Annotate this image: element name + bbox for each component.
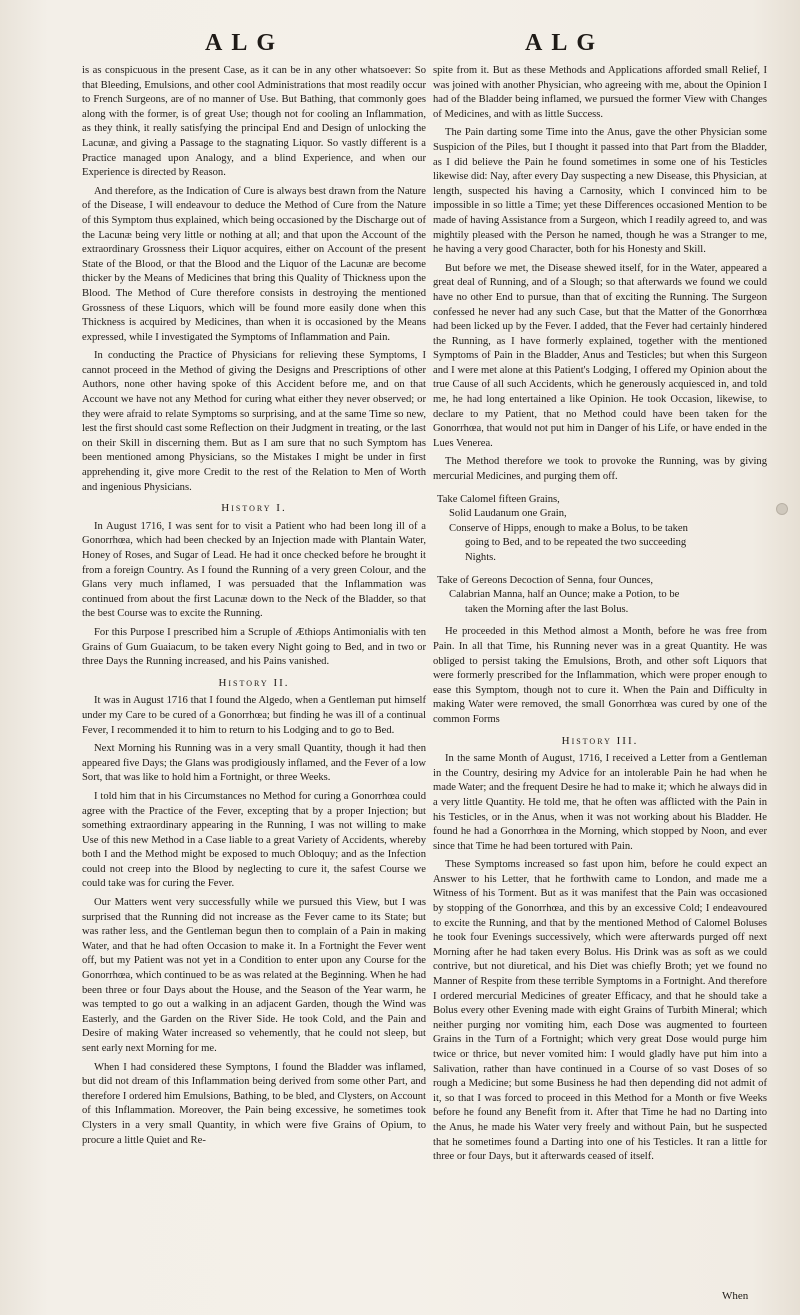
prescription-block (433, 493, 767, 618)
paragraph: Our Matters went very successfully while we pursued this View, but I was surprised that the Running did not increase as the Fever came to its State; but was rather less, and the Gentleman begun then to complain of a Pain in making Water, and that he had often Occasion to make it. In a Fortnight the Fever went off, but my Patient was not yet in a Condition to enter upon any Course for the Gonorrhœa, which continued to be as was related at the Beginning. When he had been three or four Days about the House, and the Season of the Year warm, he was tempted to go out a walking in an adjacent Garden, though the Wind was Easterly, and the Garden on the River Side. He took Cold, and the Pain and Desire of making Water increased so vehemently, that he could not sleep, but sent early next Morning for me. (82, 897, 426, 1054)
section-heading: History II. (218, 676, 290, 689)
prescription-line: Nights. (465, 552, 496, 563)
section-heading: History I. (221, 502, 287, 515)
prescription-line: Calabrian Manna, half an Ounce; make a Potion, to be (449, 589, 680, 601)
section-heading: History III. (561, 734, 639, 747)
paper-hole (776, 503, 788, 515)
paragraph: But before we met, the Disease shewed itself, for in the Water, appeared a great deal of Running, and of a Slough; so that afterwards we found we could have no other End to pursue, than that of exciting the Running. The Surgeon confessed he never had any such Case, but that the Matter of the Gonorrhœa had been licked up by the Fever. I added, that the Fever had certainly hindered the Running, as I have formerly explained, together with the mentioned Symptoms of Pain in the Bladder, Anus and Testicles; but when this Surgeon and I were met alone at this Patient's Lodging, I offered my Opinion about the true Cause of all such Accidents, which he generously acquiesced in, and told me, he had long entertained a like Opinion. He took Occasion, likewise, to declare to my Patient, that no Method could have been taken for the Gonorrhœa, that would not put him in Danger of his Life, or have ended in the Lues Venerea. (433, 262, 767, 449)
right-column (433, 64, 767, 1169)
prescription-line: Take Calomel fifteen Grains, (437, 493, 560, 505)
paragraph: The Pain darting some Time into the Anus, gave the other Physician some Suspicion of the Piles, but I thought it passed into that Part from the Bladder, as I did believe the Pain he found sometimes in some one of his Testicles likewise did: Nay, after every Day suspecting a new Disease, this Physician, at length, suspected his having a Carnosity, which I convinced him to be impossible in so little a Time; yet these Differences occasioned Mention to be made of having Assistance from a Surgeon, which I readily agreed to, and was mightily pleased with the Person he named, though he was a Stranger to me, he having a very good Character, both for his Honesty and Skill. (433, 127, 767, 256)
prescription-gap (437, 566, 767, 574)
prescription-line: Take of Gereons Decoction of Senna, four Ounces, (437, 574, 654, 586)
paragraph: I told him that in his Circumstances no Method for curing a Gonorrhœa could agree with the Practice of the Fever, excepting that by a proper Injection; but something extraordinary appearing in the Running, I was not willing to make Use of this new Method in a Case liable to a great Variety of Accidents, whereby both I and the Method might be exposed to much Obloquy; and as the Infection could not creep into the Blood by neglecting to cure it, the safest Course we could take was for curing the Fever. (82, 790, 426, 890)
paragraph: When I had considered these Symptons, I found the Bladder was inflamed, but did not dream of this Inflammation being derived from some other Part, and therefore I ordered him Emulsions, Bathing, to be bled, and Clysters, on Account of this Inflammation. Moreover, the Pain being excessive, he sometimes took Clysters in a very small Quantity, in which were five Grains of Opium, to procure a little Quiet and Re- (82, 1061, 426, 1146)
left-column (82, 64, 426, 1152)
paragraph: spite from it. But as these Methods and Applications afforded small Relief, I was joined with another Physician, who agreeing with me, about the Opinion I had of the Bladder being inflamed, we pursued the former View with Changes of Medicines, and with as little Success. (433, 65, 767, 120)
paragraph: For this Purpose I prescribed him a Scruple of Æthiops Antimonialis with ten Grains of Gum Guaiacum, to be taken every Night going to Bed, and in two or three Days the Running increased, and his Pains vanished. (82, 626, 426, 668)
prescription-line: going to Bed, and to be repeated the two succeeding (465, 537, 687, 549)
prescription-line: taken the Morning after the last Bolus. (465, 603, 629, 615)
paragraph: These Symptoms increased so fast upon him, before he could expect an Answer to his Letter, that he forthwith came to London, and made me a Witness of his Torment. But as it was manifest that the Pain was occasioned by stopping of the Gonorrhœa, and this by an excessive Cold; I endeavoured to excite the Running, and that by the mentioned Method of Calomel Boluses he took four Evenings successively, which were afterwards purged off next Morning after he had taken every Bolus. His Drink was as soft as we could contrive, but not diuretical, and his Diet was chiefly Broth; yet we found no Manner of Respite from these terrible Symptoms in a Fortnight. And therefore I ordered mercurial Medicines of greater Efficacy, and that he should take a Bolus every other Evening made with eight Grains of Turbith Mineral; which neither purging nor vomiting him, each Dose was augmented to fourteen Grains in the Turn of a Fortnight; which very great Dose would purge him twice or thrice, but never vomited him: I would gladly have put him into a Salivation, rather than have continued in a Course of so vast Doses of so rough a Medicine; but some Business he had then depending did not admit of it, so that I was forced to proceed in this Method for a Month or five Weeks before he found any Benefit from it. After that Time he had no Darting into the Anus, he made his Water very freely and without Pain, but he suspected that he sometimes found a Darting into one of his Testicles. It ran a little for three or four Days, but it afterwards ceased of itself. (433, 859, 767, 1163)
paragraph: is as conspicuous in the present Case, as it can be in any other whatsoever: So that Bleeding, Emulsions, and other cool Administrations that most readily occur to French Surgeons, are of no manner of Use. But Bathing, that commonly goes along with the former, is of great Use; though not for cooling an Inflammation, as they think, it really satisfying the principal End and Design of unlocking the Lacunæ, and giving a Passage to the stagnating Liquor. So vastly different is a Practice managed upon Analogy, and a blind Experience, and when our Experience is directed by Reason. (82, 65, 426, 179)
paragraph: Next Morning his Running was in a very small Quantity, though it had then appeared five Days; the Glans was prodigiously inflamed, and the Fever of a low Sort, that was like to hold him a Fortnight, or three Weeks. (82, 743, 426, 784)
paragraph: It was in August 1716 that I found the Algedo, when a Gentleman put himself under my Care to be cured of a Gonorrhœa; but finding he was ill of a continual Fever, I recommended it to him to return to his Lodging and to go to Bed. (82, 695, 426, 736)
paragraph: In conducting the Practice of Physicians for relieving these Symptoms, I cannot proceed in the Method of giving the Designs and Prescriptions of other Authors, none other having spoke of this Accident before me, and on that Account we have not any Method for curing what either they never observed; or they were afraid to relate Symptoms so surprising, and at the same Time so new, lest the first should cast some Reflection on their Judgment in treating, or the last on their Skill in discerning them. But as I am sure that no such Symptom has been mentioned among Physicians, so the Mistakes I might be under in first apprehending it, give more Credit to the rest of the Relation to Men of Worth and ingenious Physicians. (82, 350, 426, 493)
running-head-right: ALG (525, 30, 605, 56)
paragraph: In the same Month of August, 1716, I received a Letter from a Gentleman in the Country, desiring my Advice for an intolerable Pain he had when he made Water; and the frequent Desire he had to make it; which he always did in a very little Quantity. He told me, that he often was afflicted with the Pain in his Testicles, or in the Anus, when it was not working about his Bladder. He found he had a Gonorrhœa in the Morning, which stopped by Noon, and ever since that Time he had been tortured with Pain. (433, 753, 768, 852)
paragraph: In August 1716, I was sent for to visit a Patient who had been long ill of a Gonorrhœa, which had been checked by an Injection made with Plantain Water, Honey of Roses, and Sugar of Lead. He had it once checked before he brought it from a foreign Country. As I found the Running of a very green Colour, and the Glans very much inflamed, I was persuaded that the Inflammation was continued from about the first Lacunæ down to the Neck of the Bladder, so that the best Course was to excite the Running. (82, 520, 426, 620)
running-head-left: ALG (205, 30, 285, 56)
paragraph: The Method therefore we took to provoke the Running, was by giving mercurial Medicines, and purging them off. (433, 456, 767, 483)
paragraph: He proceeded in this Method almost a Month, before he was free from Pain. In all that Time, his Running never was in a great Quantity. He was obliged to persist taking the Emulsions, Broth, and other soft Liquors that were formerly prescribed for the Inflammation, which were proper enough to ease this Symptom, though not to cure it. When the Pain and Difficulty in making Water were removed, the small Gonorrhœa was cured by one of the common Forms (433, 626, 767, 725)
prescription-line: Conserve of Hipps, enough to make a Bolus, to be taken (449, 522, 688, 534)
prescription-line: Solid Laudanum one Grain, (449, 508, 567, 520)
paragraph: And therefore, as the Indication of Cure is always best drawn from the Nature of the Disease, I will endeavour to deduce the Method of Cure from the Nature of this Symptom thus explained, which being occasioned by the Discharge out of the Lacunæ being very little or nothing at all; and that upon the Account of the extraordinary Grossness their Liquor acquires, either on Account of the present State of the Blood, or that the Blood and the Liquor of the Lacunæ are become thicker by the Means of Medicines that bring this Quality of Thickness upon the Blood. The Method of Cure therefore consists in destroying the mentioned Grossness of these Liquors, which will be found more easily done when this Thickness is acquired by Medicines, than when it is occasioned by the Means expressed, while I investigated the Symptoms of Inflammation and Pain. (82, 185, 426, 343)
catchword: When (722, 1290, 749, 1302)
